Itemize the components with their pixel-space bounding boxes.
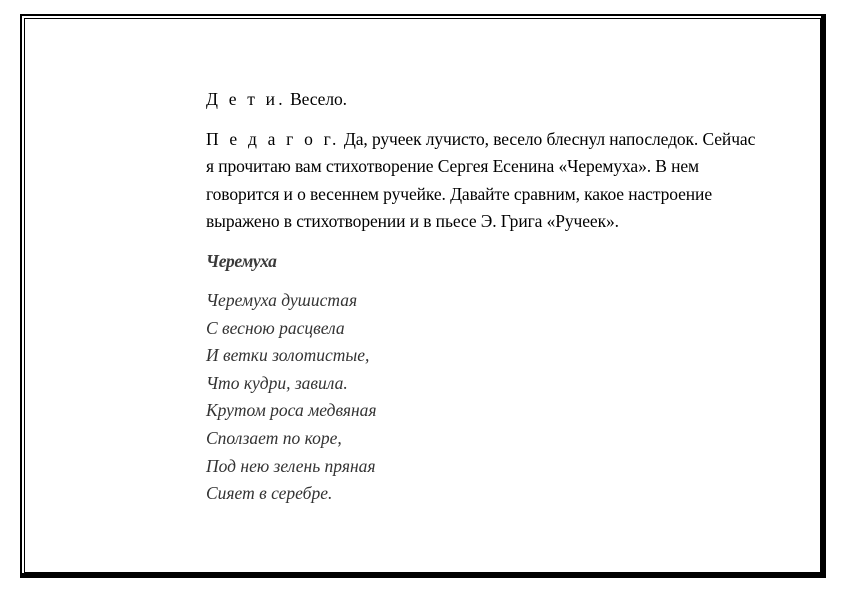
poem-line: Под нею зелень пряная xyxy=(206,455,376,476)
poem-line: Сползает по коре, xyxy=(206,427,342,448)
poem-lines xyxy=(206,287,766,508)
teacher-line: Да, ручеек лучисто, весело блеснул напоследок. Сейчас я прочитаю вам стихотворение Сергея Есенина «Черемуха». В нем говорится и о весеннем ручейке. Давайте сравним, какое настроение выражено в стихотворении и в пьесе Э. Грига «Ручеек». xyxy=(206,128,756,231)
poem-line: И ветки золотистые, xyxy=(206,345,370,366)
dialogue-teacher xyxy=(206,126,766,236)
speaker-children: Д е т и. xyxy=(206,89,286,109)
poem-title: Черемуха xyxy=(206,250,277,271)
poem-line: С весною расцвела xyxy=(206,317,345,338)
children-line: Весело. xyxy=(290,89,347,109)
poem-line: Крутом роса медвяная xyxy=(206,400,377,421)
dialogue-children xyxy=(206,86,766,114)
speaker-teacher: П е д а г о г. xyxy=(206,128,340,149)
poem-line: Сияет в серебре. xyxy=(206,483,333,504)
document-content xyxy=(206,86,766,508)
poem-line: Что кудри, завила. xyxy=(206,372,348,393)
poem-line: Черемуха душистая xyxy=(206,290,358,310)
